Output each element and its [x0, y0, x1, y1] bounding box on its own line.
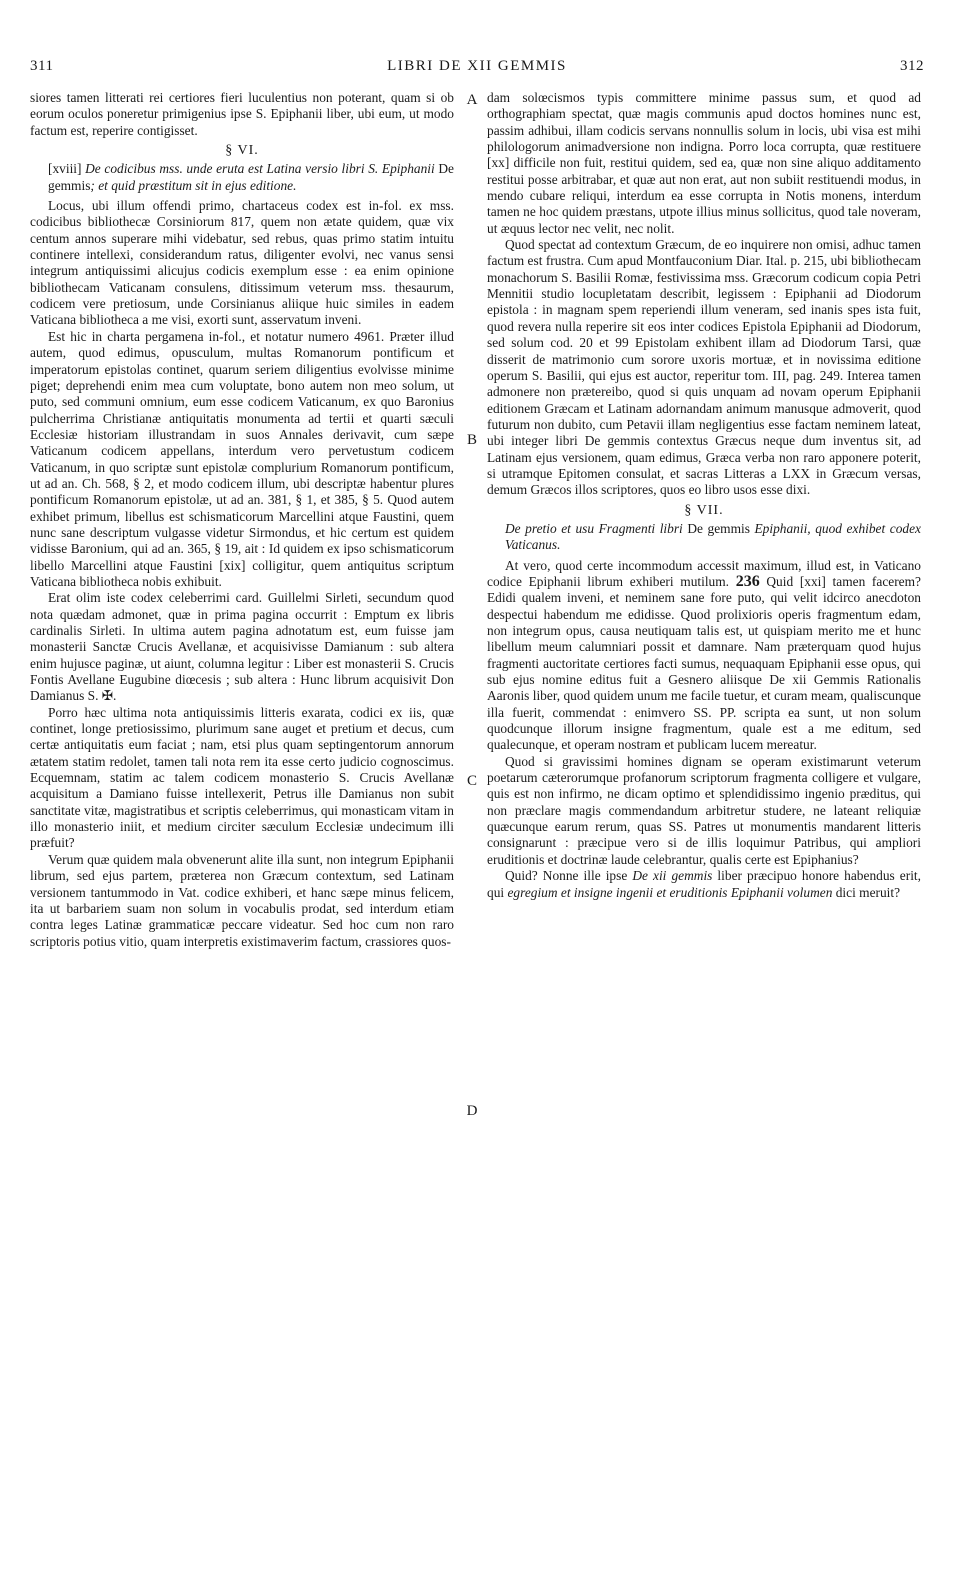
paragraph — [487, 868, 921, 901]
paragraph: siores tamen litterati rei certiores fieri luculentius non poterant, quam si ob eorum oculos poneretur primigenius ipse S. Epiphanii liber, ubi eum, ut modo factum est, reperire contigisset. — [30, 90, 454, 138]
right-column — [487, 90, 921, 1570]
paragraph — [487, 558, 921, 754]
page-number-right: 312 — [900, 58, 924, 74]
paragraph: Quod spectat ad contextum Græcum, de eo inquirere non omisi, adhuc tamen factum est frustra. Cum apud Montfauconium Diar. Ital. p. 215, ubi bibliothecam monachorum S. Basilii Romæ, festivissima mss. Græcorum codicum copia Petri Mennitii studio locupletatam describit, legissem : Epiphanii ad Diodorum epistola : in magnam spem reperiendi illum veneram, sed inanis spes ista fuit, quod revera nulla reperire sit eos inter codices Epistola Epiphanii ad Diodorum, sed solum cod. 20 et 99 Epistolam exhibent illam ad Diodorum Tarsi, quæ disserit de matrimonio cum sorore uxoris mortuæ, et in novissima editione operum S. Basilii, qui ejus est auctor, reperitur tom. III, pag. 249. Interea tamen admonere non prætereibo, quod si quis unquam ad novam operum Epiphanii editionem Græcam et Latinam adornandam animum manusque admoverit, quod futurum non dubito, cum Petavii illam negligentius esse factam neminem lateat, ubi integer libri De gemmis contextus Græcus neque dum inventus sit, ad Latinam ejus versionem, quam edimus, Græca verba non raro apponere poterit, si utramque Epitomen consulat, et sacras Litteras a LXX in Græcum versas, demum Græcos illos scriptores, quos eo libro usos esse dixi. — [487, 237, 921, 498]
paragraph: Porro hæc ultima nota antiquissimis litteris exarata, codici ex iis, quæ continet, longe pretiosissimo, plurimum sane auget et pretium et decus, cum certæ antiquitatis eum faciat ; nam, etsi plus quam septingentorum annorum ætatem statim redolet, tamen tali nota rem ita esse certo judicio cognoscimus. Ecquemnam, statim ac talem codicem monasterio S. Crucis Avellanæ acquisitum a Damiano fuisse intellexerit, Petrus ille Damianus non subit sanctitate vitæ, magistratibus et scriptis celeberrimus, qui monasticam vitam in illo monasterio iniit, et medium circiter sæculum Ecclesiæ undecimum illi præfuit? — [30, 704, 454, 851]
bracket-page-ref: [xviii] — [48, 161, 86, 177]
text-run: Quid [xxi] tamen facerem? Edidi qualem inveni, et neminem sane fore puto, qui velit idcirco anecdoton despectui habendum me edidisse. Quod prolixioris operis fragmentum edam, non integrum opus, causa neutiquam talis est, ut quispiam merito me et hunc libellum meum calumniari possit et damnare. Nam præterquam quod hujus fragmenti auctoritate certiores facti sumus, nequaquam Epiphanii esse opus, qui sub ejus nomine editus fuit a Gesnero aliisque De xii Gemmis Rationalis Aaronis liber, quod quidem unum me facile tuetur, et curam meam, qualiscunque illa fuerit, commendat : enimvero SS. PP. scripta ea sunt, ut non solum quodcunque illorum insigne fragmentum, quale est a me editum, sed qualecunque, et operam nostram et publicam lucem mereatur. — [487, 573, 921, 753]
summary-text-end: Epiphanii, quod exhibet codex Vaticanus. — [505, 520, 921, 553]
summary-title: De gemmis — [48, 161, 454, 193]
italic-title: De xii gemmis — [632, 868, 713, 884]
margin-marker-a: A — [466, 92, 478, 108]
running-title: LIBRI DE XII GEMMIS — [387, 58, 567, 74]
section-summary — [487, 521, 921, 554]
text-run: Quid? Nonne ille ipse — [505, 868, 633, 884]
paragraph: Verum quæ quidem mala obvenerunt alite illa sunt, non integrum Epiphanii librum, sed ejus partem, præterea non Græcum contextum, sed Latinam versionem tantummodo in Vat. codice exhiberi, et hanc sæpe minus felicem, ita ut barbariem suam non solum in vocabulis prodat, sed interdum etiam contra leges Latinæ grammaticæ peccare videatur. Sed hoc cum non raro scriptoris potius vitio, quam interpretis existimaverim factum, crassiores quos- — [30, 851, 454, 949]
margin-marker-b: B — [466, 432, 477, 448]
text-run: liber præcipuo honore habendus erit, qui — [487, 868, 921, 900]
summary-title: De gemmis — [682, 520, 755, 536]
section-summary — [30, 161, 454, 194]
paragraph: Erat olim iste codex celeberrimi card. Guillelmi Sirleti, secundum quod nota quædam admonet, quæ in prima pagina occurrit : Emptum ex libris cardinalis Sirleti. In ultima autem pagina adnotatum est, eum fuisse jam monasterii Sanctæ Crucis Avellanæ, et acquisivisse Damianum : sub altera enim hujusce paginæ, ut aiunt, columna legitur : Liber est monasterii S. Crucis Fontis Avellane Eugubine diœcesis ; sub altera : Hunc librum acquisivit Don Damianus S. ✠. — [30, 590, 454, 704]
paragraph: Quod si gravissimi homines dignam se operam existimarunt veterum poetarum cæterorumque profanorum scriptorum fragmenta colligere et vulgare, quis est non infirmo, ne dicam optimo et splendidissimo ingenio præditus, qui non præclare magis commendandum arbitretur studere, ne lateant reliquiæ quæcunque earum rerum, quas SS. Patres ut monumentis mandarent litteris consignarunt : præcipue vero si de illis loquimur Patribus, qui ampliori eruditionis et doctrinæ laude celebrantur, qualis certe est Epiphanius? — [487, 753, 921, 867]
summary-text: De pretio et usu Fragmenti libri — [505, 520, 683, 536]
paragraph: Locus, ubi illum offendi primo, chartaceus codex est in-fol. ex mss. codicibus bibliothecæ Corsiniorum 817, quem non ætate quidem, quæ vix centum annos superare mihi videbatur, sed rebus, quas primo statim intuitu continere intellexi, considerandum ratus, diligenter evolvi, nec vanus sensi integrum antiquissimi alicujus codicis exemplum esse : ea enim opinione bibliothecam Vaticanam consulens, ditissimum veterum mss. thesaurum, codicem vere pretiosum, unde Corsinianus aliique huic similes in eadem Vaticana bibliotheca a me visi, exorti sunt, asservatum inveni. — [30, 198, 454, 328]
section-heading: § VI. — [225, 143, 259, 159]
folio-number: 236 — [735, 572, 760, 590]
page-number-left: 311 — [30, 58, 54, 74]
paragraph: dam solœcismos typis committere minime passus sum, et quod ad orthographiam spectat, quæ magis communis apud doctos homines nunc est, passim adhibui, illam codicis servans nonnullis solum in locis, ubi visa est mihi philologorum animadversione non indigna. Porro loca corrupta, quæ restituere [xx] difficile non fuit, restitui quidem, sed ea, quæ non sine aliquo additamento restitui posse arbitrabar, et quæ aut non erat, aut non subiit restituendi modus, in mendo cubare reliqui, interdum ea esse corrupta in Notis monens, interdum tamen ne hoc quidem præstans, utpote illius minus sollicitus, quod tale noveram, ut æquus lector nec velit, nec nolit. — [487, 90, 921, 236]
summary-text-end: ; et quid præstitum sit in ejus editione. — [90, 177, 297, 193]
paragraph: Est hic in charta pergamena in-fol., et notatur numero 4961. Præter illud autem, quod edimus, opusculum, multas Romanorum pontificum et imperatorum epistolas continet, quarum seriem diligentius evolvisse minime piget; deprehendi enim mea cum voluptate, bono autem non meo solum, ut puto, sed communi omnium, eum esse codicem Vaticanum, ex quo Baronius pulcherrima Christianæ antiquitatis monumenta ad tertii et quarti sæculi Ecclesiæ historiam illustrandam in suos Annales derivavit, cum sæpe Vaticanum codicem appellans, interdum vero pervetustum codicem Vaticanum, in quo scriptæ sunt epistolæ complurium Romanorum pontificum, ut ad an. Ch. 568, § 2, et modo codicem illum, ubi descriptæ habentur plures pontificum Romanorum epistolæ, ut ad an. 381, § 1, et 385, § 5. Quod autem exhibet primum, libellus est schismaticorum Marcellini atque Faustini, quem nunc sane descriptum vulgasse videtur Sirmondus, et hic certum est quidem vidisse Baronium, qui ad an. 365, § 19, ait : Id quidem ex ipso schismaticorum libello Marcellini atque Faustini [xix] colligitur, quem antiquitus scriptum Vaticana bibliotheca nobis exhibuit. — [30, 328, 454, 589]
left-column — [30, 90, 454, 1570]
italic-quote: egregium et insigne ingenii et eruditionis Epiphanii volumen — [507, 884, 833, 900]
margin-marker-d: D — [466, 1103, 478, 1119]
text-run: At vero, quod certe incommodum accessit maximum, illud est, in Vaticano codice Epiphanii librum exhiberi mutilum. — [487, 557, 921, 589]
summary-text: De codicibus mss. unde eruta est Latina versio libri S. Epiphanii — [85, 161, 435, 177]
margin-marker-c: C — [466, 773, 477, 789]
section-heading: § VII. — [684, 502, 724, 518]
running-header — [30, 58, 924, 82]
text-run: dici meruit? — [832, 884, 901, 900]
